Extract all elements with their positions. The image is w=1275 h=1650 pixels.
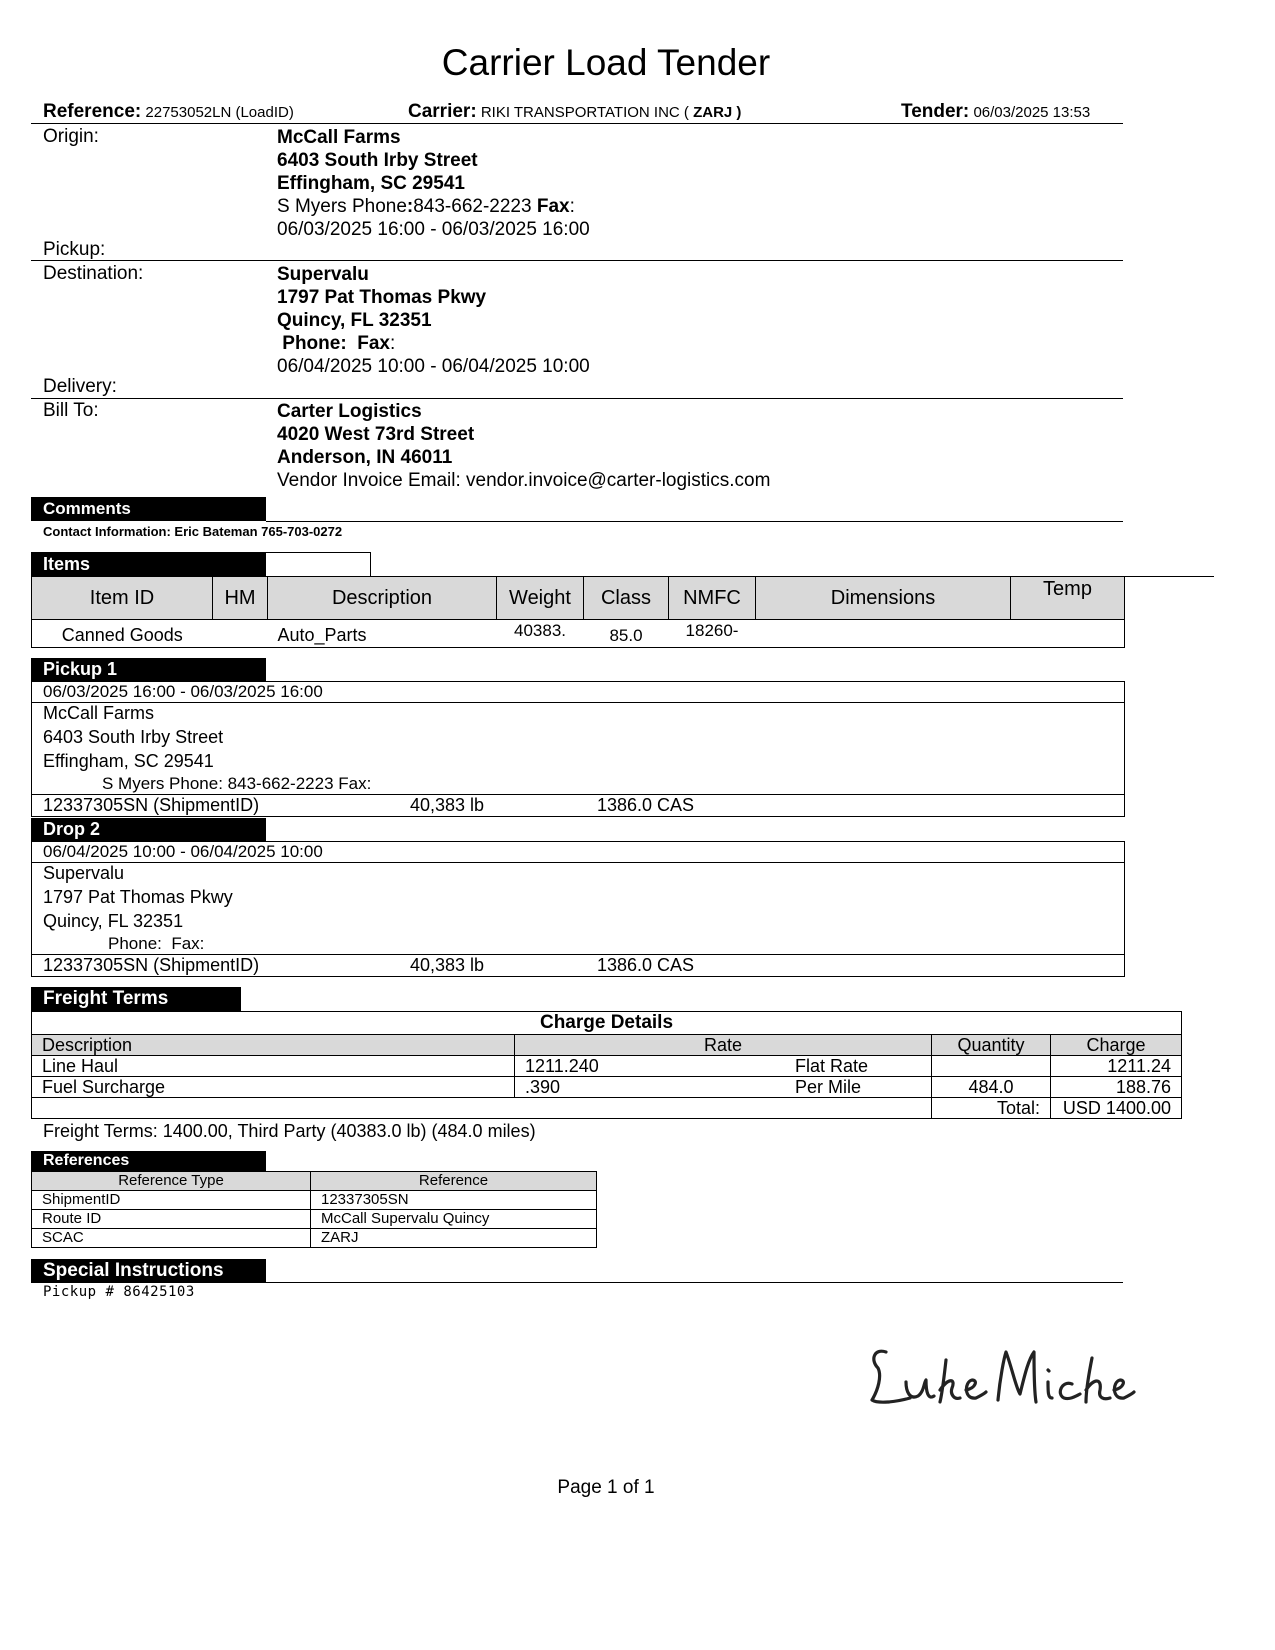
page-title: Carrier Load Tender <box>441 42 771 83</box>
charge-description: Fuel Surcharge <box>32 1077 515 1098</box>
pickup-1-window: 06/03/2025 16:00 - 06/03/2025 16:00 <box>43 682 323 701</box>
destination-label: Destination: <box>43 263 144 284</box>
freight-terms-header: Freight Terms <box>31 987 241 1011</box>
bill-to-name: Carter Logistics <box>277 401 422 422</box>
carrier-label: Carrier: <box>408 101 477 122</box>
destination-address <box>277 263 590 378</box>
charge-header-row <box>32 1035 1182 1056</box>
carrier-close: ) <box>736 104 742 121</box>
charge-amount: 1211.24 <box>1051 1056 1182 1077</box>
item-nmfc-cell: 18260- <box>669 620 756 648</box>
charge-quantity: 484.0 <box>932 1077 1051 1098</box>
ref-value: 12337305SN <box>311 1191 597 1210</box>
drop-2-contact: Phone: Fax: <box>108 934 205 953</box>
pickup-1-shipment: 12337305SN (ShipmentID) <box>43 795 260 815</box>
special-instructions-header: Special Instructions <box>31 1259 266 1283</box>
table-row <box>32 1210 597 1229</box>
col-class: Class <box>584 577 669 620</box>
drop-2-window: 06/04/2025 10:00 - 06/04/2025 10:00 <box>43 842 323 861</box>
pickup-1-street: 6403 South Irby Street <box>43 727 224 747</box>
origin-street: 6403 South Irby Street <box>277 150 478 171</box>
drop-2-header: Drop 2 <box>31 818 266 841</box>
destination-divider <box>31 398 1123 399</box>
pickup-1-weight: 40,383 lb <box>410 795 485 815</box>
delivery-label: Delivery: <box>43 376 117 397</box>
tender-label: Tender: <box>901 101 970 122</box>
charge-col-description: Description <box>32 1035 515 1056</box>
ref-col-type: Reference Type <box>32 1172 311 1191</box>
destination-street: 1797 Pat Thomas Pkwy <box>277 287 487 308</box>
signature-graphic <box>866 1338 1141 1418</box>
pickup-1-address <box>43 701 223 773</box>
header-divider <box>31 123 1123 124</box>
bill-to-city: Anderson, IN 46011 <box>277 447 453 468</box>
origin-city: Effingham, SC 29541 <box>277 173 465 194</box>
col-nmfc: NMFC <box>669 577 756 620</box>
reference-label: Reference: <box>43 101 142 122</box>
origin-label: Origin: <box>43 126 99 147</box>
ref-col-reference: Reference <box>311 1172 597 1191</box>
freight-terms-text: Freight Terms: 1400.00, Third Party (40383.0 lb) (484.0 miles) <box>43 1121 536 1141</box>
drop-2-weight: 40,383 lb <box>410 955 485 975</box>
tender-value: 06/03/2025 13:53 <box>973 104 1091 121</box>
item-temp-cell <box>1011 620 1125 648</box>
charge-total-row <box>32 1098 1182 1119</box>
origin-name: McCall Farms <box>277 127 401 148</box>
bill-to-street: 4020 West 73rd Street <box>277 424 475 445</box>
destination-city: Quincy, FL 32351 <box>277 310 432 331</box>
pickup-1-city: Effingham, SC 29541 <box>43 751 214 771</box>
special-instructions-text: Pickup # 86425103 <box>43 1284 195 1300</box>
charge-title-row <box>32 1012 1182 1035</box>
origin-divider <box>31 260 1123 261</box>
col-weight: Weight <box>497 577 584 620</box>
references-table <box>31 1171 597 1248</box>
ref-value: McCall Supervalu Quincy <box>311 1210 597 1229</box>
bill-to-label: Bill To: <box>43 400 99 421</box>
carrier-field <box>408 101 741 123</box>
item-hm-cell <box>213 620 268 648</box>
col-description: Description <box>268 577 497 620</box>
item-id-cell: Canned Goods <box>32 620 213 648</box>
pickup-1-quantity: 1386.0 CAS <box>597 795 695 815</box>
carrier-value: RIKI TRANSPORTATION INC ( <box>480 104 689 121</box>
drop-2-address <box>43 861 233 933</box>
charge-total-label: Total: <box>932 1098 1051 1119</box>
comments-divider <box>266 521 1123 522</box>
page-number: Page 1 of 1 <box>557 1477 655 1498</box>
signature <box>866 1338 1141 1418</box>
ref-type: SCAC <box>32 1229 311 1248</box>
col-temp: Temp <box>1011 577 1125 620</box>
drop-2-shipment: 12337305SN (ShipmentID) <box>43 955 260 975</box>
charge-col-quantity: Quantity <box>932 1035 1051 1056</box>
destination-window: 06/04/2025 10:00 - 06/04/2025 10:00 <box>277 356 590 377</box>
table-row <box>32 1229 597 1248</box>
item-weight-cell: 40383. <box>497 620 584 648</box>
drop-2-name: Supervalu <box>43 863 125 883</box>
pickup-1-name: McCall Farms <box>43 703 154 723</box>
charge-description: Line Haul <box>32 1056 515 1077</box>
pickup-label: Pickup: <box>43 239 106 260</box>
item-class-cell: 85.0 <box>584 620 669 648</box>
charge-total-value: USD 1400.00 <box>1051 1098 1182 1119</box>
item-dimensions-cell <box>756 620 1011 648</box>
charge-rate-type: Per Mile <box>795 1077 932 1098</box>
items-header-box <box>265 552 371 577</box>
drop-2-city: Quincy, FL 32351 <box>43 911 184 931</box>
items-table <box>31 576 1125 648</box>
table-row <box>32 1056 1182 1077</box>
bill-to-email: Vendor Invoice Email: vendor.invoice@carter-logistics.com <box>277 470 771 491</box>
destination-name: Supervalu <box>277 264 369 285</box>
special-instructions-divider <box>266 1282 1123 1283</box>
destination-contact: Phone: Fax: <box>282 333 396 354</box>
bill-to-address <box>277 400 770 492</box>
charge-rate: 1211.240 <box>515 1056 796 1077</box>
comments-header: Comments <box>31 497 266 521</box>
references-header-row <box>32 1172 597 1191</box>
charge-rate-type: Flat Rate <box>795 1056 932 1077</box>
table-row <box>32 1191 597 1210</box>
reference-field <box>43 101 294 123</box>
pickup-1-header: Pickup 1 <box>31 658 266 681</box>
charge-details-table <box>31 1011 1182 1119</box>
items-header: Items <box>31 552 266 576</box>
ref-type: ShipmentID <box>32 1191 311 1210</box>
drop-2-quantity: 1386.0 CAS <box>597 955 695 975</box>
origin-contact: S Myers Phone:843-662-2223 Fax: <box>277 196 575 217</box>
origin-window: 06/03/2025 16:00 - 06/03/2025 16:00 <box>277 219 590 240</box>
item-description-cell: Auto_Parts <box>268 620 497 648</box>
col-item-id: Item ID <box>32 577 213 620</box>
charge-details-title: Charge Details <box>32 1012 1182 1035</box>
table-row <box>32 1077 1182 1098</box>
tender-field <box>901 101 1090 123</box>
carrier-scac: ZARJ <box>693 104 733 121</box>
col-hm: HM <box>213 577 268 620</box>
comments-text: Contact Information: Eric Bateman 765-703-0272 <box>43 524 343 539</box>
origin-address <box>277 126 590 241</box>
charge-rate: .390 <box>515 1077 796 1098</box>
charge-col-charge: Charge <box>1051 1035 1182 1056</box>
ref-type: Route ID <box>32 1210 311 1229</box>
references-header: References <box>31 1151 266 1171</box>
charge-col-rate: Rate <box>515 1035 932 1056</box>
charge-quantity <box>932 1056 1051 1077</box>
items-trail-line <box>1124 576 1214 577</box>
drop-2-street: 1797 Pat Thomas Pkwy <box>43 887 233 907</box>
reference-value: 22753052LN (LoadID) <box>145 104 294 121</box>
pickup-1-contact: S Myers Phone: 843-662-2223 Fax: <box>102 774 372 793</box>
ref-value: ZARJ <box>311 1229 597 1248</box>
col-dimensions: Dimensions <box>756 577 1011 620</box>
items-table-header <box>32 577 1125 620</box>
charge-amount: 188.76 <box>1051 1077 1182 1098</box>
table-row <box>32 620 1125 648</box>
